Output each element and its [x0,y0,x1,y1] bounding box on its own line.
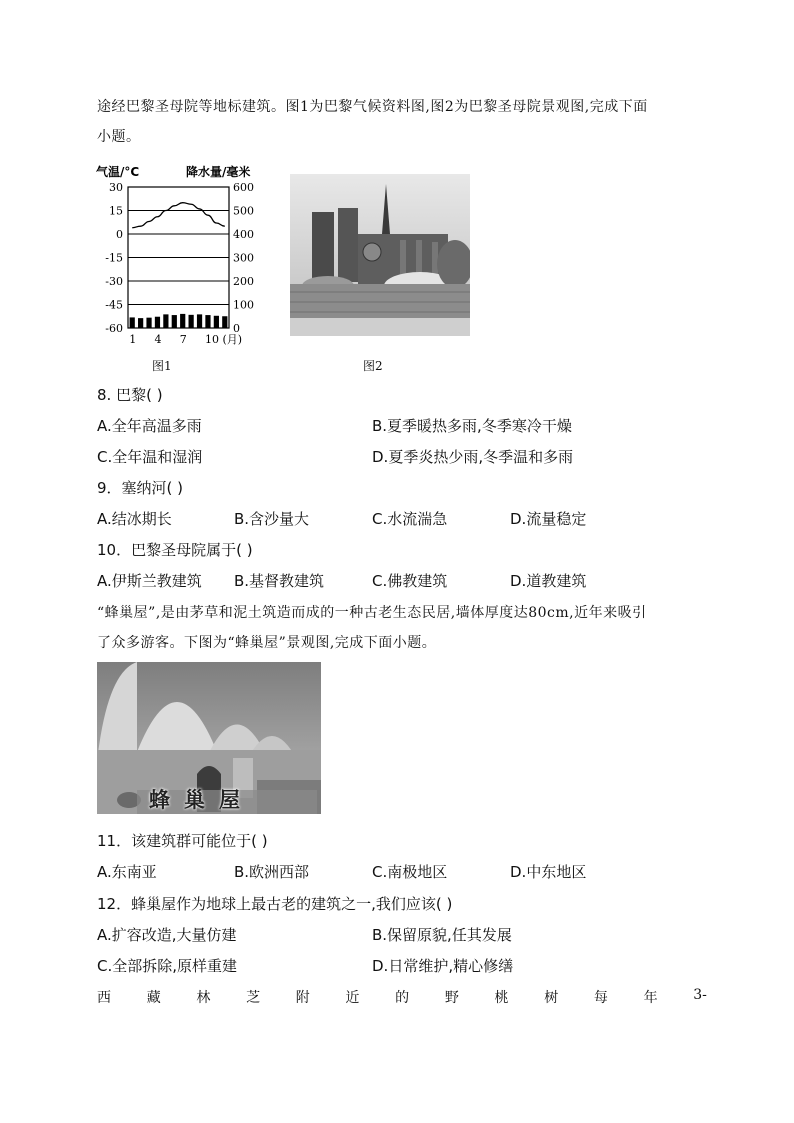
right-axis-label: 降水量/毫米 [186,165,251,179]
trailing-text-line [97,987,707,1007]
left-tick-label: -15 [105,251,123,265]
left-tick-label: -30 [105,275,123,288]
question-9-option-a: A.结冰期长 [97,510,172,528]
question-11-option-a: A.东南亚 [97,863,157,881]
question-12-option-a: A.扩容改造,大量仿建 [97,926,237,944]
question-9-option-d: D.流量稳定 [510,510,587,528]
trailing-char: 藏 [146,990,161,1006]
question-8-option-c: C.全年温和湿润 [97,448,203,466]
question-11-option-d: D.中东地区 [510,863,587,881]
precipitation-bar [146,318,151,328]
right-tick-label: 400 [233,228,254,241]
trailing-char: 的 [395,990,410,1006]
question-11-option-c: C.南极地区 [372,863,448,881]
trailing-char: 附 [295,990,310,1006]
trailing-char: 野 [444,990,459,1006]
question-10-option-c: C.佛教建筑 [372,572,448,590]
beehive-houses-photo [97,662,321,814]
trailing-char: 桃 [494,990,509,1006]
left-tick-label: 15 [109,204,123,218]
question-8-stem: 8. 巴黎( ) [97,386,163,404]
question-11-option-b: B.欧洲西部 [234,863,310,881]
right-tick-label: 600 [233,181,254,194]
trailing-char: 林 [196,990,211,1006]
trailing-char: 芝 [246,990,261,1006]
climate-chart [90,160,270,375]
left-tick-label: -60 [105,322,123,335]
right-tick-label: 0 [233,322,240,335]
x-axis-ticks [129,333,242,346]
question-8-option-a: A.全年高温多雨 [97,417,202,435]
beehive-photo-label: 蜂巢屋 [149,788,254,812]
left-tick-label: 0 [116,228,123,241]
x-tick-label: 7 [179,333,187,346]
trailing-char: 西 [97,990,111,1006]
notre-dame-photo [290,174,470,336]
right-tick-label: 100 [233,298,254,312]
precipitation-bar [222,316,227,328]
trailing-char: 近 [345,990,360,1006]
precipitation-bar [172,315,177,328]
right-tick-label: 500 [233,204,254,218]
precipitation-bar [214,316,219,328]
precipitation-bar [205,315,210,328]
question-9-stem: 9．塞纳河( ) [97,479,184,497]
question-12-option-b: B.保留原貌,任其发展 [372,926,512,944]
right-tick-label: 300 [233,251,254,265]
left-axis-ticks [105,181,123,335]
right-tick-label: 200 [233,275,254,288]
intro-text-line-1: 途经巴黎圣母院等地标建筑。图1为巴黎气候资料图,图2为巴黎圣母院景观图,完成下面 [97,99,648,115]
intro2-text-line-1: “蜂巢屋”,是由茅草和泥土筑造而成的一种古老生态民居,墙体厚度达80cm,近年来吸引 [97,605,647,621]
left-tick-label: 30 [109,181,123,194]
left-axis-label: 气温/°C [96,165,140,179]
left-tick-label: -45 [105,298,123,312]
trailing-char: 树 [544,990,559,1006]
x-tick-label: 4 [154,333,162,346]
question-12-option-d: D.日常维护,精心修缮 [372,957,514,975]
question-10-stem: 10．巴黎圣母院属于( ) [97,541,253,559]
precipitation-bar [180,314,185,328]
question-10-option-d: D.道教建筑 [510,572,587,590]
intro2-text-line-2: 了众多游客。下图为“蜂巢屋”景观图,完成下面小题。 [97,635,437,651]
precipitation-bar [155,317,160,328]
precipitation-bar [189,315,194,328]
precipitation-bars [130,314,228,328]
trailing-char: 3- [693,987,707,1003]
figure-1-caption: 图1 [152,359,172,373]
precipitation-bar [163,314,168,328]
question-8-option-d: D.夏季炎热少雨,冬季温和多雨 [372,448,574,466]
precipitation-bar [138,318,143,328]
trailing-char: 每 [593,990,608,1006]
intro-text-line-2: 小题。 [97,129,141,145]
x-tick-label: 1 [129,333,137,346]
question-10-option-a: A.伊斯兰教建筑 [97,572,202,590]
question-11-stem: 11．该建筑群可能位于( ) [97,832,268,850]
trailing-char: 年 [643,990,658,1006]
temperature-line [132,203,225,228]
question-9-option-b: B.含沙量大 [234,510,310,528]
right-axis-ticks [233,181,254,335]
question-9-option-c: C.水流湍急 [372,510,448,528]
x-tick-label: 10 (月) [204,333,243,346]
question-12-stem: 12．蜂巢屋作为地球上最古老的建筑之一,我们应该( ) [97,895,453,913]
figure-2-caption: 图2 [363,359,383,373]
question-8-option-b: B.夏季暖热多雨,冬季寒冷干燥 [372,417,572,435]
question-12-option-c: C.全部拆除,原样重建 [97,957,238,975]
precipitation-bar [130,317,135,328]
precipitation-bar [197,314,202,328]
question-10-option-b: B.基督教建筑 [234,572,325,590]
